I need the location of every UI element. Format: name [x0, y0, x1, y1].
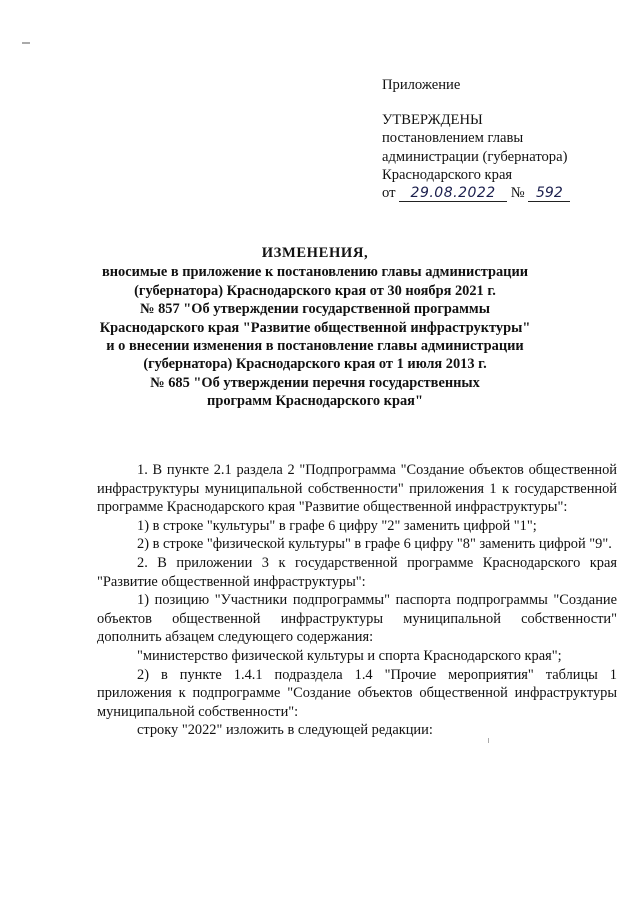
- paragraph-2: 1) в строке "культуры" в графе 6 цифру "2" заменить цифрой "1";: [137, 517, 537, 534]
- paragraph-3: 2) в строке "физической культуры" в графе 6 цифру "8" заменить цифрой "9".: [137, 536, 612, 553]
- title-line: вносимые в приложение к постановлению главы администрации: [101, 264, 529, 281]
- title-heading: ИЗМЕНЕНИЯ,: [261, 245, 369, 261]
- handwritten-date: 29.08.2022: [399, 186, 507, 202]
- handwritten-number: 592: [528, 186, 570, 202]
- title-line: и о внесении изменения в постановление главы администрации: [106, 338, 524, 355]
- paragraph-8: строку "2022" изложить в следующей редакции:: [137, 722, 433, 739]
- title-line: (губернатора) Краснодарского края от 1 июля 2013 г.: [143, 356, 487, 373]
- approval-line-3: Краснодарского края: [382, 166, 513, 183]
- paragraph-7: 2) в пункте 1.4.1 подраздела 1.4 "Прочие мероприятия" таблицы 1 приложения к подпрограмме "Создание объектов общественной инфраструктуры муниципальной собственности":: [97, 666, 617, 720]
- approved-label: УТВЕРЖДЕНЫ: [382, 112, 483, 129]
- title-line: № 685 "Об утверждении перечня государственных: [150, 374, 480, 391]
- document-title: [95, 244, 535, 411]
- number-label: №: [510, 185, 525, 202]
- scan-speck: [488, 738, 489, 743]
- scan-speck: [22, 42, 30, 44]
- approval-line-2: администрации (губернатора): [382, 148, 568, 165]
- title-line: программ Краснодарского края": [207, 393, 423, 410]
- from-label: от: [382, 185, 396, 202]
- appendix-label: Приложение: [382, 77, 461, 93]
- title-line: (губернатора) Краснодарского края от 30 ноября 2021 г.: [134, 282, 496, 299]
- paragraph-5: 1) позицию "Участники подпрограммы" паспорта подпрограммы "Создание объектов общественной инфраструктуры муниципальной собственности" дополнить абзацем следующего содержания:: [97, 592, 617, 646]
- date-number-row: [382, 184, 632, 202]
- title-line: № 857 "Об утверждении государственной программы: [140, 301, 490, 318]
- title-line: Краснодарского края "Развитие общественной инфраструктуры": [99, 319, 531, 336]
- approval-block: [382, 76, 632, 202]
- document-body: [97, 461, 617, 740]
- paragraph-4: 2. В приложении 3 к государственной программе Краснодарского края "Развитие общественной инфраструктуры":: [97, 554, 617, 590]
- paragraph-1: 1. В пункте 2.1 раздела 2 "Подпрограмма "Создание объектов общественной инфраструктуры муниципальной собственности" приложения 1 к государственной программе Краснодарского края "Развитие общественной инфраструктуры":: [97, 462, 617, 516]
- approval-line-1: постановлением главы: [382, 130, 524, 147]
- paragraph-6: "министерство физической культуры и спорта Краснодарского края";: [137, 647, 562, 664]
